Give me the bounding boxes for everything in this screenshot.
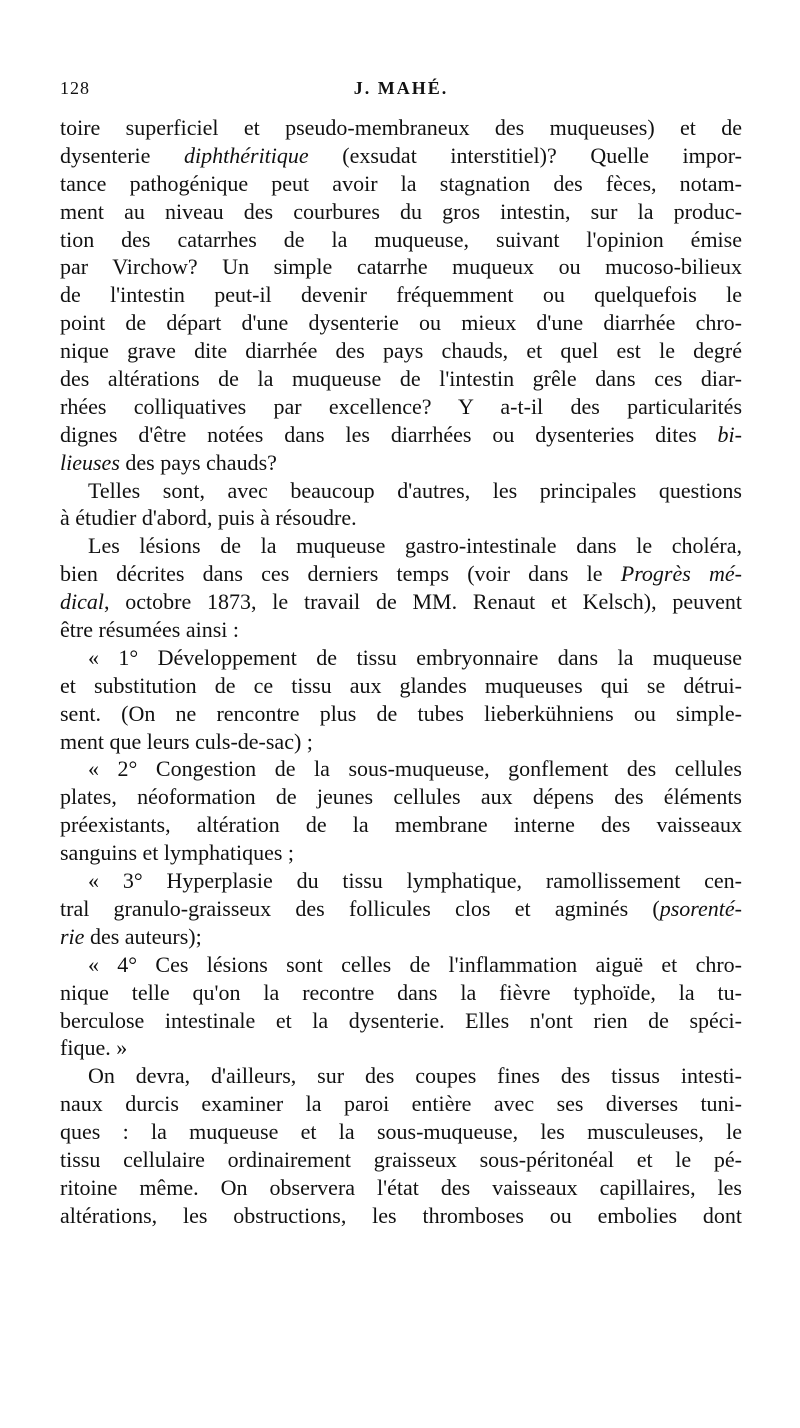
- text-line: ment au niveau des courbures du gros intestin, sur la produc-: [60, 198, 742, 224]
- book-page: [60, 78, 742, 1230]
- text-line: ques : la muqueuse et la sous-muqueuse, les musculeuses, le: [60, 1119, 742, 1145]
- text-segment: des auteurs);: [84, 923, 202, 949]
- text-line: de l'intestin peut-il devenir fréquemment ou quelquefois le: [60, 282, 742, 308]
- text-line: « 3° Hyperplasie du tissu lymphatique, ramollissement cen-: [88, 868, 742, 894]
- italic-text: diphthéritique: [184, 142, 309, 168]
- italic-text: dical: [60, 589, 104, 615]
- running-head: [60, 78, 742, 108]
- text-line: « 1° Développement de tissu embryonnaire dans la muqueuse: [88, 644, 742, 670]
- text-line: Les lésions de la muqueuse gastro-intestinale dans le choléra,: [88, 533, 742, 559]
- text-line: point de départ d'une dysenterie ou mieux d'une diarrhée chro-: [60, 310, 742, 336]
- text-line: berculose intestinale et la dysenterie. Elles n'ont rien de spéci-: [60, 1007, 742, 1033]
- text-line: tion des catarrhes de la muqueuse, suivant l'opinion émise: [60, 226, 742, 252]
- text-line: naux durcis examiner la paroi entière avec ses diverses tuni-: [60, 1091, 742, 1117]
- text-line: tance pathogénique peut avoir la stagnation des fèces, notam-: [60, 170, 742, 196]
- body-text: [60, 114, 742, 1230]
- italic-text: psorenté-: [659, 895, 742, 921]
- text-line: altérations, les obstructions, les thromboses ou embolies dont: [60, 1202, 742, 1228]
- text-line: sent. (On ne rencontre plus de tubes lieberkühniens ou simple-: [60, 700, 742, 726]
- text-segment: dysenterie: [60, 142, 185, 168]
- text-line: plates, néoformation de jeunes cellules aux dépens des éléments: [60, 784, 742, 810]
- text-line: ritoine même. On observera l'état des vaisseaux capillaires, les: [60, 1174, 742, 1200]
- text-segment: bien décrites dans ces derniers temps (voir dans le: [60, 561, 621, 587]
- text-line: à étudier d'abord, puis à résoudre.: [60, 505, 357, 531]
- text-line: « 4° Ces lésions sont celles de l'inflammation aiguë et chro-: [88, 951, 742, 977]
- text-line: [60, 142, 742, 170]
- text-line: [60, 449, 742, 477]
- text-line: par Virchow? Un simple catarrhe muqueux ou mucoso-bilieux: [60, 254, 742, 280]
- text-segment: dignes d'être notées dans les diarrhées ou dysenteries dites: [60, 421, 718, 447]
- text-line: préexistants, altération de la membrane interne des vaisseaux: [60, 812, 742, 838]
- text-line: sanguins et lymphatiques ;: [60, 840, 295, 866]
- text-line: fique. »: [60, 1035, 128, 1061]
- italic-text: rie: [60, 923, 85, 949]
- text-segment: , octobre 1873, le travail de MM. Renaut et Kelsch), peuvent: [104, 589, 742, 615]
- text-line: [60, 923, 742, 951]
- text-segment: (exsudat interstitiel)? Quelle impor-: [308, 142, 742, 168]
- text-line: toire superficiel et pseudo-membraneux des muqueuses) et de: [60, 115, 742, 140]
- text-line: tissu cellulaire ordinairement graisseux sous-péritonéal et le pé-: [60, 1146, 742, 1172]
- text-line: des altérations de la muqueuse de l'intestin grêle dans ces diar-: [60, 366, 742, 392]
- text-line: nique grave dite diarrhée des pays chauds, et quel est le degré: [60, 338, 742, 364]
- text-line: [60, 421, 742, 449]
- italic-text: Progrès mé-: [620, 561, 742, 587]
- italic-text: bi-: [717, 421, 742, 447]
- italic-text: lieuses: [60, 449, 120, 475]
- text-line: ment que leurs culs-de-sac) ;: [60, 728, 313, 754]
- running-title: J. MAHÉ.: [353, 78, 449, 98]
- text-line: On devra, d'ailleurs, sur des coupes fines des tissus intesti-: [88, 1063, 742, 1089]
- text-line: nique telle qu'on la recontre dans la fièvre typhoïde, la tu-: [60, 979, 742, 1005]
- page-number: 128: [60, 78, 90, 98]
- text-line: « 2° Congestion de la sous-muqueuse, gonflement des cellules: [88, 756, 742, 782]
- text-line: et substitution de ce tissu aux glandes muqueuses qui se détrui-: [60, 672, 742, 698]
- text-line: Telles sont, avec beaucoup d'autres, les principales questions: [88, 477, 742, 503]
- text-line: [60, 588, 742, 616]
- text-segment: des pays chauds?: [119, 449, 277, 475]
- text-line: rhées colliquatives par excellence? Y a-t-il des particularités: [60, 393, 742, 419]
- text-line: être résumées ainsi :: [60, 617, 239, 643]
- text-segment: tral granulo-graisseux des follicules clos et agminés (: [60, 895, 660, 921]
- text-line: [60, 560, 742, 588]
- text-line: [60, 895, 742, 923]
